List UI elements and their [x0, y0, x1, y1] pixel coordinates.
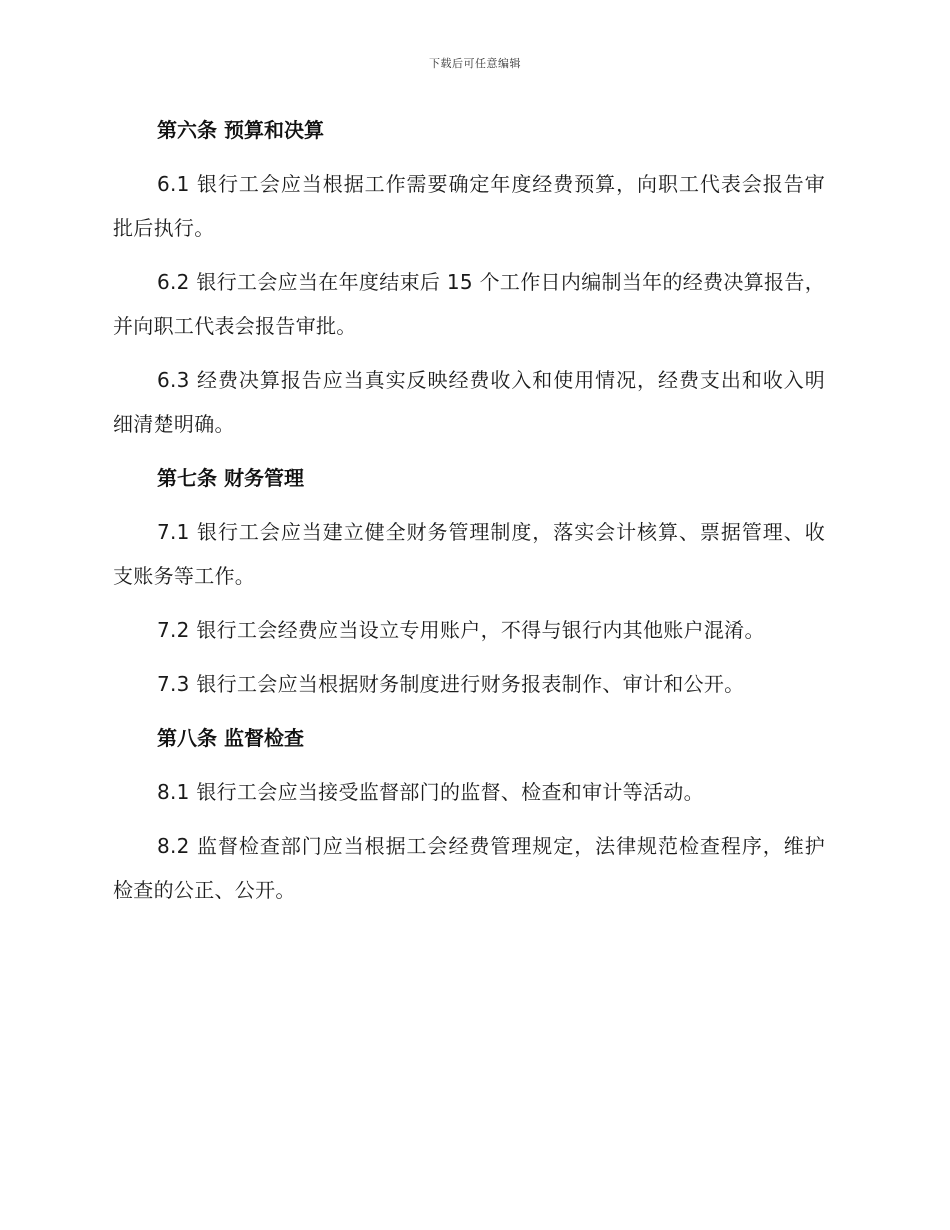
- section-7: [113, 456, 825, 706]
- section-heading: 第六条 预算和决算: [157, 118, 324, 142]
- paragraph: 6.2 银行工会应当在年度结束后 15 个工作日内编制当年的经费决算报告，并向职工代表会报告审批。: [113, 270, 825, 338]
- section-6: [113, 108, 825, 446]
- paragraph: 7.1 银行工会应当建立健全财务管理制度，落实会计核算、票据管理、收支账务等工作。: [113, 520, 825, 588]
- paragraph: 6.1 银行工会应当根据工作需要确定年度经费预算，向职工代表会报告审批后执行。: [113, 172, 825, 240]
- paragraph: 7.2 银行工会经费应当设立专用账户，不得与银行内其他账户混淆。: [157, 618, 765, 642]
- document-body: [113, 108, 825, 922]
- section-8: [113, 716, 825, 912]
- paragraph: 6.3 经费决算报告应当真实反映经费收入和使用情况，经费支出和收入明细清楚明确。: [113, 368, 825, 436]
- paragraph: 7.3 银行工会应当根据财务制度进行财务报表制作、审计和公开。: [157, 672, 745, 696]
- header-note: 下载后可任意编辑: [429, 57, 521, 70]
- paragraph: 8.2 监督检查部门应当根据工会经费管理规定，法律规范检查程序，维护检查的公正、公开。: [113, 834, 825, 902]
- section-heading: 第七条 财务管理: [157, 466, 304, 490]
- paragraph: 8.1 银行工会应当接受监督部门的监督、检查和审计等活动。: [157, 780, 704, 804]
- section-heading: 第八条 监督检查: [157, 726, 304, 750]
